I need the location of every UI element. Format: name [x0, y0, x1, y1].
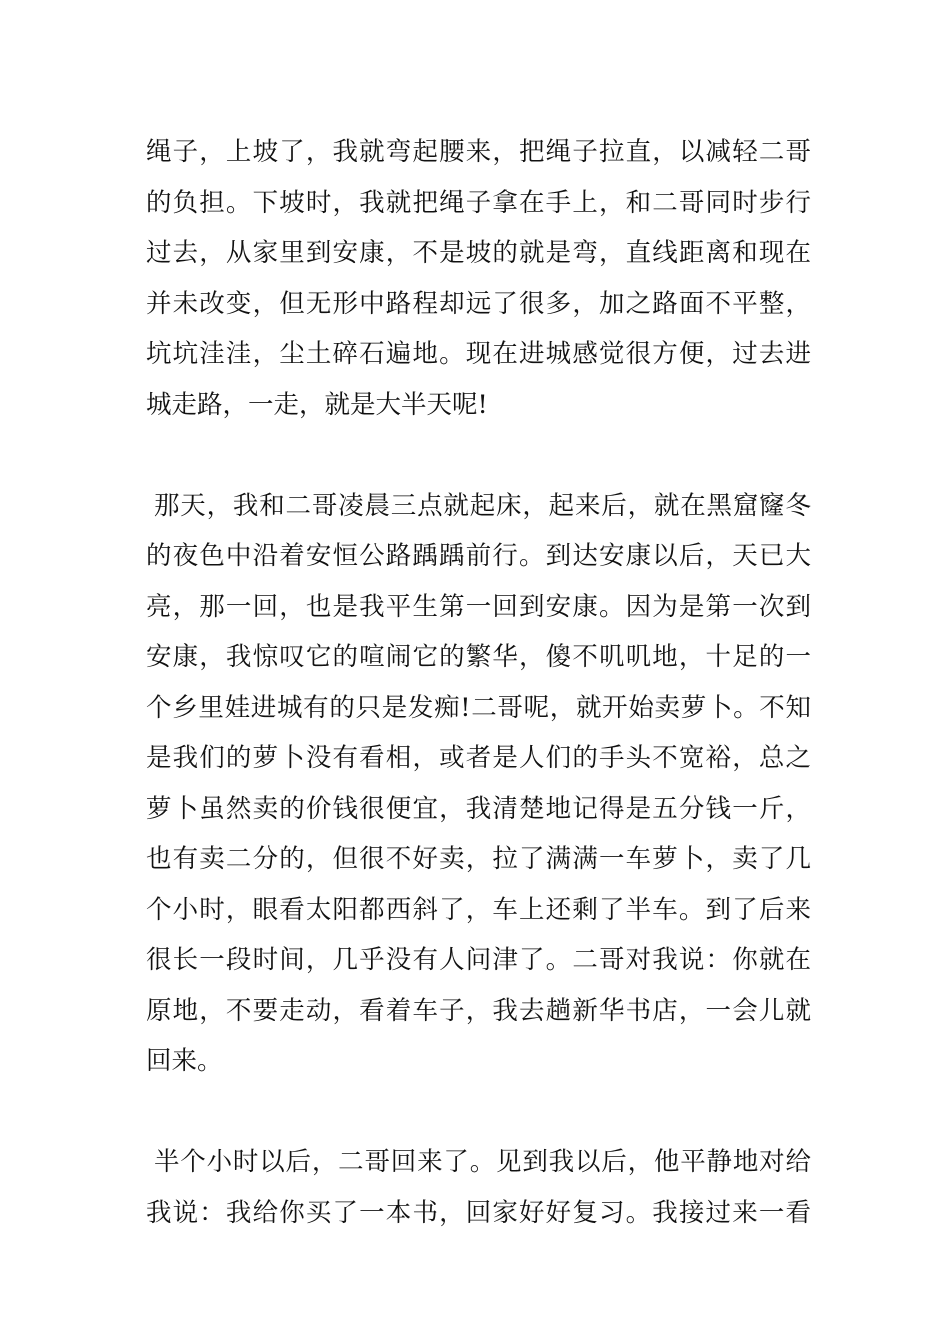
text-line: 过去，从家里到安康，不是坡的就是弯，直线距离和现在 — [146, 238, 811, 268]
text-line: 萝卜虽然卖的价钱很便宜，我清楚地记得是五分钱一斤， — [146, 793, 811, 824]
text-line: 的负担。下坡时，我就把绳子拿在手上，和二哥同时步行 — [146, 187, 811, 218]
paragraph-2 — [146, 481, 811, 1087]
text-line: 回来。 — [146, 1046, 223, 1076]
text-line: 也有卖二分的，但很不好卖，拉了满满一车萝卜，卖了几 — [146, 844, 811, 874]
text-line: 亮，那一回，也是我平生第一回到安康。因为是第一次到 — [146, 591, 811, 622]
text-line: 个小时，眼看太阳都西斜了，车上还剩了半车。到了后来 — [146, 894, 811, 925]
text-line: 是我们的萝卜没有看相，或者是人们的手头不宽裕，总之 — [146, 743, 811, 773]
text-line: 坑坑洼洼，尘土碎石遍地。现在进城感觉很方便，过去进 — [146, 339, 811, 369]
text-line: 城走路，一走，就是大半天呢! — [146, 389, 488, 420]
text-line: 半个小时以后，二哥回来了。见到我以后，他平静地对给 — [154, 1147, 811, 1177]
paragraph-3 — [146, 1137, 811, 1238]
text-line: 很长一段时间，几乎没有人问津了。二哥对我说：你就在 — [146, 945, 811, 975]
text-line: 原地，不要走动，看着车子，我去趟新华书店，一会儿就 — [146, 995, 811, 1026]
text-line: 绳子，上坡了，我就弯起腰来，把绳子拉直，以减轻二哥 — [146, 137, 811, 167]
text-line: 的夜色中沿着安恒公路踽踽前行。到达安康以后，天已大 — [146, 541, 811, 571]
paragraph-gap — [146, 430, 811, 481]
text-line: 安康，我惊叹它的喧闹它的繁华，傻不叽叽地，十足的一 — [146, 642, 811, 672]
text-line: 那天，我和二哥凌晨三点就起床，起来后，就在黑窟窿冬 — [154, 490, 811, 521]
paragraph-gap — [146, 1087, 811, 1138]
paragraph-1 — [146, 127, 811, 430]
text-line: 并未改变，但无形中路程却远了很多，加之路面不平整， — [146, 288, 811, 319]
text-line: 我说：我给你买了一本书，回家好好复习。我接过来一看 — [146, 1197, 811, 1228]
body-text — [146, 127, 811, 1238]
text-line: 个乡里娃进城有的只是发痴!二哥呢，就开始卖萝卜。不知 — [146, 692, 811, 723]
